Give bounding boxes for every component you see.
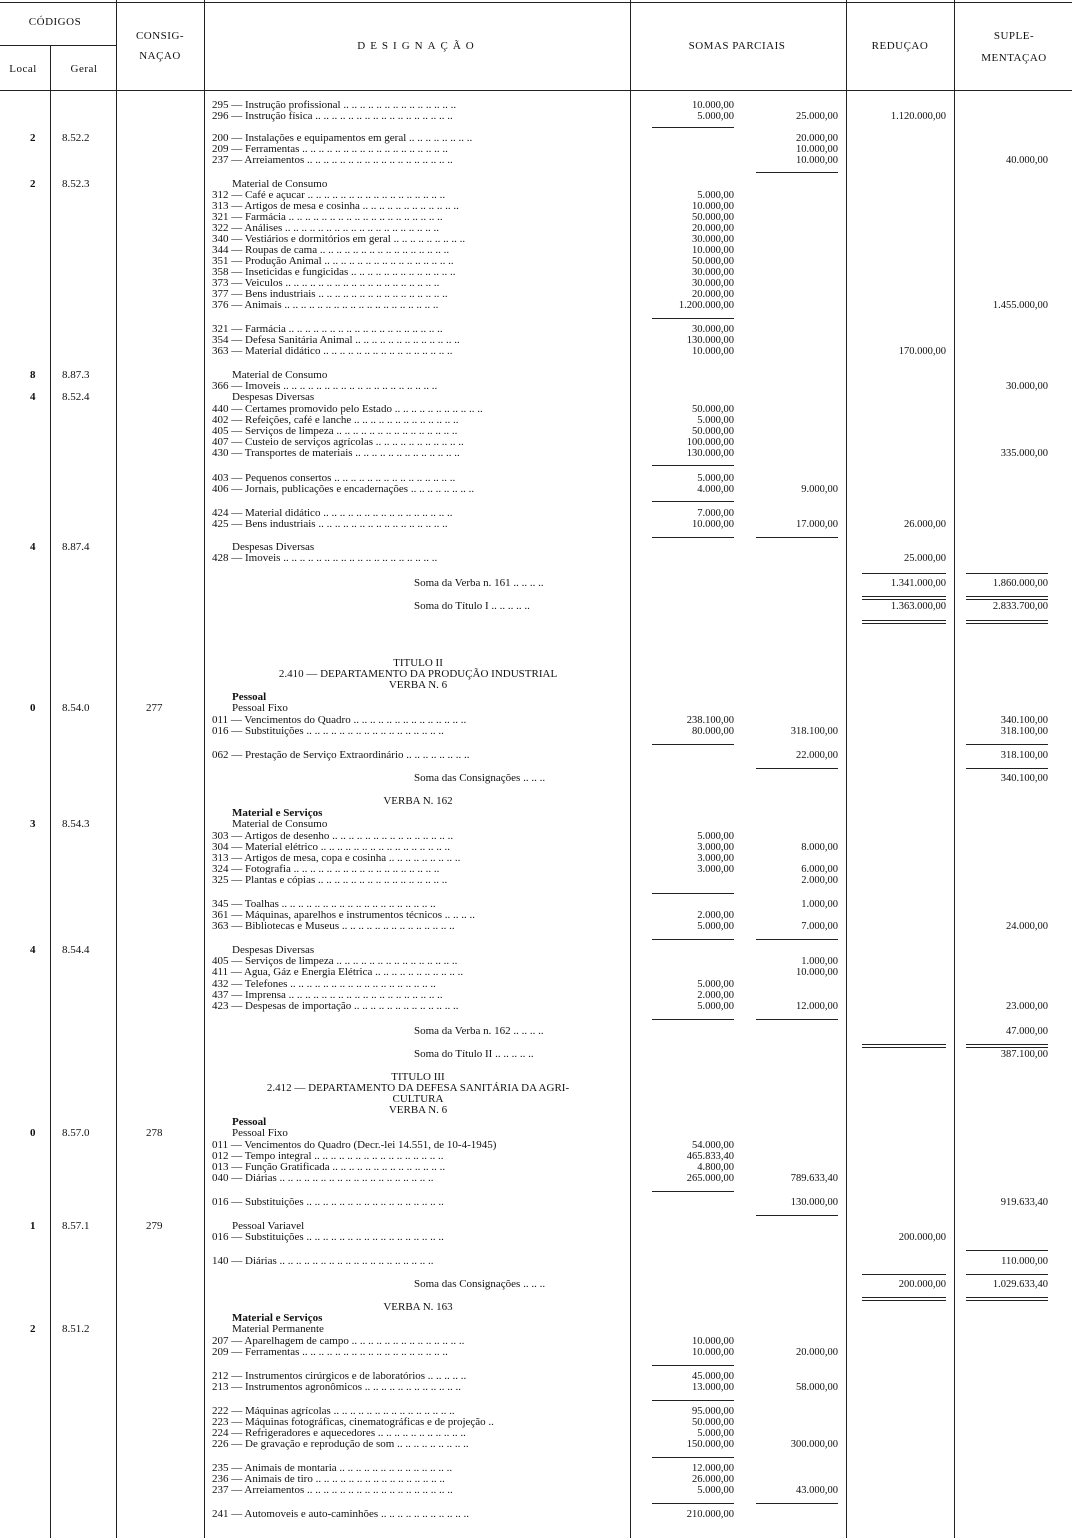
soma-parcial-1: 1.200.000,00: [678, 300, 734, 311]
designacao-text: 062 — Prestação de Serviço Extraordinário .. .. .. .. .. .. .. ..: [212, 749, 470, 761]
designacao-text: Pessoal Variavel: [232, 1220, 305, 1232]
soma-parcial-1: 5.000,00: [697, 979, 734, 990]
code-geral: 8.54.4: [62, 944, 90, 956]
designacao-text: 322 — Análises .. .. .. .. .. .. .. .. .. .. .. .. .. .. .. .. .. .. ..: [212, 222, 440, 234]
soma-parcial-1: 13.000,00: [692, 1382, 734, 1393]
suplementacao-value: 318.100,00: [1000, 726, 1048, 737]
soma-parcial-2: 20.000,00: [796, 133, 838, 144]
designacao-text: Soma do Título II .. .. .. .. ..: [414, 1048, 534, 1060]
reducao-value: 170.000,00: [898, 346, 946, 357]
code-local: 4: [30, 944, 36, 956]
header-consignacao-2: NAÇAO: [139, 50, 181, 62]
code-geral: 8.52.2: [62, 132, 90, 144]
col-line-geral: [116, 0, 117, 1538]
reducao-value: 1.363.000,00: [890, 601, 946, 612]
suplementacao-value: 23.000,00: [1006, 1001, 1048, 1012]
soma-parcial-1: 10.000,00: [692, 100, 734, 111]
soma-parcial-1: 50.000,00: [692, 426, 734, 437]
soma-parcial-2: 12.000,00: [796, 1001, 838, 1012]
section-heading: TITULO II: [393, 657, 443, 669]
soma-parcial-1: 50.000,00: [692, 1417, 734, 1428]
designacao-text: 351 — Produção Animal .. .. .. .. .. .. .. .. .. .. .. .. .. .. .. ..: [212, 255, 454, 267]
header-designacao: DESIGNAÇÃO: [357, 40, 479, 52]
designacao-text: 361 — Máquinas, aparelhos e instrumentos técnicos .. .. .. ..: [212, 909, 476, 921]
suplementacao-value: 1.860.000,00: [992, 578, 1048, 589]
designacao-text: 303 — Artigos de desenho .. .. .. .. .. .. .. .. .. .. .. .. .. .. ..: [212, 830, 454, 842]
header-reducao: REDUÇAO: [871, 40, 929, 52]
designacao-text: Pessoal Fixo: [232, 1127, 288, 1139]
reducao-value: 1.120.000,00: [890, 111, 946, 122]
code-local: 1: [30, 1220, 36, 1232]
soma-parcial-2: 10.000,00: [796, 144, 838, 155]
soma-parcial-1: 10.000,00: [692, 346, 734, 357]
designacao-text: 241 — Automoveis e auto-caminhões .. .. .. .. .. .. .. .. .. .. ..: [212, 1508, 469, 1520]
soma-parcial-2: 43.000,00: [796, 1485, 838, 1496]
designacao-text: 321 — Farmácia .. .. .. .. .. .. .. .. .. .. .. .. .. .. .. .. .. .. ..: [212, 323, 443, 335]
designacao-text: Soma das Consignações .. .. ..: [414, 1278, 546, 1290]
soma-parcial-1: 10.000,00: [692, 245, 734, 256]
soma-parcial-1: 50.000,00: [692, 212, 734, 223]
designacao-text: Material e Serviços: [232, 1312, 323, 1324]
designacao-text: 237 — Arreiamentos .. .. .. .. .. .. .. .. .. .. .. .. .. .. .. .. .. ..: [212, 154, 453, 166]
designacao-text: 440 — Certames promovido pelo Estado .. .. .. .. .. .. .. .. .. .. ..: [212, 403, 483, 415]
designacao-text: 295 — Instrução profissional .. .. .. .. .. .. .. .. .. .. .. .. .. ..: [212, 99, 457, 111]
designacao-text: 376 — Animais .. .. .. .. .. .. .. .. .. .. .. .. .. .. .. .. .. .. ..: [212, 299, 439, 311]
suplementacao-value: 47.000,00: [1006, 1026, 1048, 1037]
soma-parcial-2: 25.000,00: [796, 111, 838, 122]
suplementacao-value: 340.100,00: [1000, 715, 1048, 726]
soma-parcial-1: 26.000,00: [692, 1474, 734, 1485]
soma-parcial-1: 30.000,00: [692, 278, 734, 289]
soma-parcial-1: 5.000,00: [697, 1001, 734, 1012]
soma-parcial-1: 30.000,00: [692, 324, 734, 335]
soma-parcial-1: 7.000,00: [697, 508, 734, 519]
soma-parcial-1: 3.000,00: [697, 842, 734, 853]
soma-parcial-1: 12.000,00: [692, 1463, 734, 1474]
designacao-text: Soma da Verba n. 161 .. .. .. ..: [414, 577, 544, 589]
soma-parcial-1: 130.000,00: [686, 335, 734, 346]
code-geral: 8.51.2: [62, 1323, 90, 1335]
code-geral: 8.57.0: [62, 1127, 90, 1139]
designacao-text: Despesas Diversas: [232, 391, 315, 403]
designacao-text: 345 — Toalhas .. .. .. .. .. .. .. .. .. .. .. .. .. .. .. .. .. .. ..: [212, 898, 436, 910]
header-geral: Geral: [70, 63, 98, 75]
code-local: 0: [30, 702, 36, 714]
suplementacao-value: 30.000,00: [1006, 381, 1048, 392]
designacao-text: 430 — Transportes de materiais .. .. .. .. .. .. .. .. .. .. .. .. ..: [212, 447, 460, 459]
soma-parcial-2: 58.000,00: [796, 1382, 838, 1393]
code-local: 2: [30, 132, 36, 144]
designacao-text: 344 — Roupas de cama .. .. .. .. .. .. .. .. .. .. .. .. .. .. .. ..: [212, 244, 450, 256]
code-geral: 8.54.3: [62, 818, 90, 830]
reducao-value: 1.341.000,00: [890, 578, 946, 589]
designacao-text: 209 — Ferramentas .. .. .. .. .. .. .. .. .. .. .. .. .. .. .. .. .. ..: [212, 1346, 448, 1358]
suplementacao-value: 387.100,00: [1000, 1049, 1048, 1060]
code-local: 3: [30, 818, 36, 830]
designacao-text: 296 — Instrução física .. .. .. .. .. .. .. .. .. .. .. .. .. .. .. .. ..: [212, 110, 453, 122]
header-consignacao-1: CONSIG-: [135, 30, 185, 42]
suplementacao-value: 2.833.700,00: [992, 601, 1048, 612]
soma-parcial-1: 5.000,00: [697, 111, 734, 122]
col-line-suple: [954, 0, 955, 1538]
designacao-text: Despesas Diversas: [232, 541, 315, 553]
soma-parcial-1: 2.000,00: [697, 990, 734, 1001]
soma-parcial-2: 17.000,00: [796, 519, 838, 530]
code-local: 0: [30, 1127, 36, 1139]
designacao-text: 207 — Aparelhagem de campo .. .. .. .. .. .. .. .. .. .. .. .. .. ..: [212, 1335, 465, 1347]
soma-parcial-2: 6.000,00: [801, 864, 838, 875]
code-geral: 8.57.1: [62, 1220, 90, 1232]
soma-parcial-1: 265.000,00: [686, 1173, 734, 1184]
soma-parcial-1: 10.000,00: [692, 1347, 734, 1358]
soma-parcial-1: 5.000,00: [697, 1485, 734, 1496]
soma-parcial-1: 95.000,00: [692, 1406, 734, 1417]
soma-parcial-2: 2.000,00: [801, 875, 838, 886]
soma-parcial-1: 5.000,00: [697, 1428, 734, 1439]
section-heading: VERBA N. 6: [388, 679, 448, 691]
section-heading: VERBA N. 6: [388, 1104, 448, 1116]
soma-parcial-1: 20.000,00: [692, 289, 734, 300]
suplementacao-value: 318.100,00: [1000, 750, 1048, 761]
soma-parcial-1: 5.000,00: [697, 190, 734, 201]
soma-parcial-1: 50.000,00: [692, 404, 734, 415]
designacao-text: 407 — Custeio de serviços agrícolas .. .. .. .. .. .. .. .. .. .. ..: [212, 436, 464, 448]
designacao-text: 209 — Ferramentas .. .. .. .. .. .. .. .. .. .. .. .. .. .. .. .. .. ..: [212, 143, 448, 155]
soma-parcial-1: 10.000,00: [692, 201, 734, 212]
designacao-text: 354 — Defesa Sanitária Animal .. .. .. .. .. .. .. .. .. .. .. .. ..: [212, 334, 460, 346]
designacao-text: 313 — Artigos de mesa e cosinha .. .. .. .. .. .. .. .. .. .. .. ..: [212, 200, 459, 212]
code-local: 2: [30, 178, 36, 190]
col-line-consig: [204, 0, 205, 1538]
section-heading: VERBA N. 163: [383, 1301, 453, 1313]
designacao-text: 222 — Máquinas agrícolas .. .. .. .. .. .. .. .. .. .. .. .. .. .. ..: [212, 1405, 455, 1417]
designacao-text: 213 — Instrumentos agronômicos .. .. .. .. .. .. .. .. .. .. .. ..: [212, 1381, 462, 1393]
soma-parcial-1: 5.000,00: [697, 415, 734, 426]
col-line-local: [50, 45, 51, 1538]
reducao-value: 200.000,00: [898, 1279, 946, 1290]
soma-parcial-2: 8.000,00: [801, 842, 838, 853]
code-geral: 8.52.3: [62, 178, 90, 190]
soma-parcial-1: 80.000,00: [692, 726, 734, 737]
section-heading: 2.410 — DEPARTAMENTO DA PRODUÇÃO INDUSTRIAL: [278, 668, 558, 680]
designacao-text: Pessoal: [232, 1116, 267, 1128]
designacao-text: 016 — Substituições .. .. .. .. .. .. .. .. .. .. .. .. .. .. .. .. ..: [212, 1231, 444, 1243]
reducao-value: 200.000,00: [898, 1232, 946, 1243]
soma-parcial-2: 1.000,00: [801, 956, 838, 967]
designacao-text: 226 — De gravação e reprodução de som .. .. .. .. .. .. .. .. ..: [212, 1438, 469, 1450]
soma-parcial-2: 130.000,00: [790, 1197, 838, 1208]
reducao-value: 26.000,00: [904, 519, 946, 530]
soma-parcial-2: 10.000,00: [796, 155, 838, 166]
soma-parcial-1: 45.000,00: [692, 1371, 734, 1382]
soma-parcial-2: 318.100,00: [790, 726, 838, 737]
reducao-value: 25.000,00: [904, 553, 946, 564]
designacao-text: 313 — Artigos de mesa, copa e cosinha .. .. .. .. .. .. .. .. ..: [212, 852, 461, 864]
code-local: 2: [30, 1323, 36, 1335]
designacao-text: 340 — Vestiários e dormitórios em geral .. .. .. .. .. .. .. .. ..: [212, 233, 466, 245]
designacao-text: 411 — Agua, Gáz e Energia Elétrica .. .. .. .. .. .. .. .. .. .. ..: [212, 966, 464, 978]
soma-parcial-2: 20.000,00: [796, 1347, 838, 1358]
designacao-text: Material de Consumo: [232, 178, 328, 190]
soma-parcial-1: 4.800,00: [697, 1162, 734, 1173]
designacao-text: 237 — Arreiamentos .. .. .. .. .. .. .. .. .. .. .. .. .. .. .. .. .. ..: [212, 1484, 453, 1496]
designacao-text: 363 — Bibliotecas e Museus .. .. .. .. .. .. .. .. .. .. .. .. .. ..: [212, 920, 455, 932]
designacao-text: 040 — Diárias .. .. .. .. .. .. .. .. .. .. .. .. .. .. .. .. .. .. ..: [212, 1172, 434, 1184]
designacao-text: 406 — Jornais, publicações e encadernações .. .. .. .. .. .. .. ..: [212, 483, 475, 495]
soma-parcial-2: 9.000,00: [801, 484, 838, 495]
suplementacao-value: 919.633,40: [1000, 1197, 1048, 1208]
suplementacao-value: 1.455.000,00: [992, 300, 1048, 311]
soma-parcial-1: 10.000,00: [692, 1336, 734, 1347]
code-geral: 8.52.4: [62, 391, 90, 403]
soma-parcial-2: 789.633,40: [790, 1173, 838, 1184]
section-heading: 2.412 — DEPARTAMENTO DA DEFESA SANITÁRIA DA AGRI-: [266, 1082, 570, 1094]
code-geral: 8.87.3: [62, 369, 90, 381]
designacao-text: 140 — Diárias .. .. .. .. .. .. .. .. .. .. .. .. .. .. .. .. .. .. ..: [212, 1255, 434, 1267]
designacao-text: 236 — Animais de tiro .. .. .. .. .. .. .. .. .. .. .. .. .. .. .. ..: [212, 1473, 445, 1485]
soma-parcial-2: 22.000,00: [796, 750, 838, 761]
designacao-text: 013 — Função Gratificada .. .. .. .. .. .. .. .. .. .. .. .. .. ..: [212, 1161, 446, 1173]
soma-parcial-1: 30.000,00: [692, 267, 734, 278]
designacao-text: 325 — Plantas e cópias .. .. .. .. .. .. .. .. .. .. .. .. .. .. .. ..: [212, 874, 448, 886]
soma-parcial-1: 465.833,40: [686, 1151, 734, 1162]
designacao-text: 304 — Material elétrico .. .. .. .. .. .. .. .. .. .. .. .. .. .. .. ..: [212, 841, 450, 853]
designacao-text: 358 — Inseticidas e fungicidas .. .. .. .. .. .. .. .. .. .. .. .. ..: [212, 266, 456, 278]
soma-parcial-1: 2.000,00: [697, 910, 734, 921]
soma-parcial-2: 1.000,00: [801, 899, 838, 910]
soma-parcial-1: 30.000,00: [692, 234, 734, 245]
header-suplementacao-2: MENTAÇAO: [981, 52, 1047, 64]
soma-parcial-1: 130.000,00: [686, 448, 734, 459]
designacao-text: Material Permanente: [232, 1323, 324, 1335]
header-codigos: CÓDIGOS: [28, 16, 82, 28]
suplementacao-value: 40.000,00: [1006, 155, 1048, 166]
designacao-text: 324 — Fotografia .. .. .. .. .. .. .. .. .. .. .. .. .. .. .. .. .. ..: [212, 863, 440, 875]
designacao-text: Despesas Diversas: [232, 944, 315, 956]
soma-parcial-2: 300.000,00: [790, 1439, 838, 1450]
designacao-text: 321 — Farmácia .. .. .. .. .. .. .. .. .. .. .. .. .. .. .. .. .. .. ..: [212, 211, 443, 223]
suplementacao-value: 335.000,00: [1000, 448, 1048, 459]
code-geral: 8.87.4: [62, 541, 90, 553]
section-heading: TITULO III: [391, 1071, 445, 1083]
col-line-reducao: [846, 0, 847, 1538]
designacao-text: Soma das Consignações .. .. ..: [414, 772, 546, 784]
designacao-text: Material e Serviços: [232, 807, 323, 819]
soma-parcial-1: 238.100,00: [686, 715, 734, 726]
header-local: Local: [9, 63, 37, 75]
soma-parcial-1: 54.000,00: [692, 1140, 734, 1151]
designacao-text: 402 — Refeições, café e lanche .. .. .. .. .. .. .. .. .. .. .. .. ..: [212, 414, 459, 426]
designacao-text: 363 — Material didático .. .. .. .. .. .. .. .. .. .. .. .. .. .. .. ..: [212, 345, 453, 357]
designacao-text: 366 — Imoveis .. .. .. .. .. .. .. .. .. .. .. .. .. .. .. .. .. .. ..: [212, 380, 438, 392]
soma-parcial-1: 50.000,00: [692, 256, 734, 267]
suplementacao-value: 340.100,00: [1000, 773, 1048, 784]
designacao-text: 377 — Bens industriais .. .. .. .. .. .. .. .. .. .. .. .. .. .. .. ..: [212, 288, 448, 300]
soma-parcial-1: 4.000,00: [697, 484, 734, 495]
soma-parcial-1: 5.000,00: [697, 921, 734, 932]
consignacao: 279: [146, 1220, 163, 1232]
designacao-text: 235 — Animais de montaria .. .. .. .. .. .. .. .. .. .. .. .. .. ..: [212, 1462, 453, 1474]
designacao-text: 403 — Pequenos consertos .. .. .. .. .. .. .. .. .. .. .. .. .. .. ..: [212, 472, 456, 484]
section-heading: CULTURA: [392, 1093, 444, 1105]
designacao-text: Soma do Título I .. .. .. .. ..: [414, 600, 530, 612]
consignacao: 278: [146, 1127, 163, 1139]
soma-parcial-1: 20.000,00: [692, 223, 734, 234]
col-line-desig: [630, 0, 631, 1538]
designacao-text: 200 — Instalações e equipamentos em geral .. .. .. .. .. .. .. ..: [212, 132, 473, 144]
designacao-text: 428 — Imoveis .. .. .. .. .. .. .. .. .. .. .. .. .. .. .. .. .. .. ..: [212, 552, 438, 564]
designacao-text: 437 — Imprensa .. .. .. .. .. .. .. .. .. .. .. .. .. .. .. .. .. .. ..: [212, 989, 443, 1001]
designacao-text: 423 — Despesas de importação .. .. .. .. .. .. .. .. .. .. .. .. ..: [212, 1000, 459, 1012]
soma-parcial-1: 210.000,00: [686, 1509, 734, 1520]
soma-parcial-1: 5.000,00: [697, 473, 734, 484]
designacao-text: 312 — Café e açucar .. .. .. .. .. .. .. .. .. .. .. .. .. .. .. .. ..: [212, 189, 446, 201]
designacao-text: 223 — Máquinas fotográficas, cinematográficas e de projeção ..: [212, 1416, 494, 1428]
section-heading: VERBA N. 162: [383, 795, 453, 807]
soma-parcial-1: 10.000,00: [692, 519, 734, 530]
soma-parcial-1: 3.000,00: [697, 864, 734, 875]
soma-parcial-1: 100.000,00: [686, 437, 734, 448]
header-suplementacao-1: SUPLE-: [993, 30, 1035, 42]
code-geral: 8.54.0: [62, 702, 90, 714]
soma-parcial-1: 5.000,00: [697, 831, 734, 842]
designacao-text: 432 — Telefones .. .. .. .. .. .. .. .. .. .. .. .. .. .. .. .. .. ..: [212, 978, 436, 990]
code-local: 4: [30, 541, 36, 553]
designacao-text: 373 — Veiculos .. .. .. .. .. .. .. .. .. .. .. .. .. .. .. .. .. .. ..: [212, 277, 440, 289]
designacao-text: 425 — Bens industriais .. .. .. .. .. .. .. .. .. .. .. .. .. .. .. ..: [212, 518, 448, 530]
suplementacao-value: 1.029.633,40: [992, 1279, 1048, 1290]
soma-parcial-1: 3.000,00: [697, 853, 734, 864]
designacao-text: Pessoal Fixo: [232, 702, 288, 714]
designacao-text: 011 — Vencimentos do Quadro .. .. .. .. .. .. .. .. .. .. .. .. .. ..: [212, 714, 467, 726]
soma-parcial-1: 150.000,00: [686, 1439, 734, 1450]
code-local: 8: [30, 369, 36, 381]
designacao-text: 405 — Serviços de limpeza .. .. .. .. .. .. .. .. .. .. .. .. .. .. ..: [212, 425, 458, 437]
suplementacao-value: 24.000,00: [1006, 921, 1048, 932]
designacao-text: 016 — Substituições .. .. .. .. .. .. .. .. .. .. .. .. .. .. .. .. ..: [212, 1196, 444, 1208]
designacao-text: 012 — Tempo integral .. .. .. .. .. .. .. .. .. .. .. .. .. .. .. ..: [212, 1150, 444, 1162]
designacao-text: Material de Consumo: [232, 369, 328, 381]
code-local: 4: [30, 391, 36, 403]
designacao-text: 424 — Material didático .. .. .. .. .. .. .. .. .. .. .. .. .. .. .. ..: [212, 507, 453, 519]
designacao-text: 212 — Instrumentos cirúrgicos e de laboratórios .. .. .. .. ..: [212, 1370, 467, 1382]
designacao-text: Pessoal: [232, 691, 267, 703]
designacao-text: 011 — Vencimentos do Quadro (Decr.-lei 14.551, de 10-4-1945): [212, 1139, 497, 1151]
designacao-text: Material de Consumo: [232, 818, 328, 830]
soma-parcial-2: 7.000,00: [801, 921, 838, 932]
suplementacao-value: 110.000,00: [1001, 1256, 1048, 1267]
consignacao: 277: [146, 702, 163, 714]
designacao-text: 405 — Serviços de limpeza .. .. .. .. .. .. .. .. .. .. .. .. .. .. ..: [212, 955, 458, 967]
designacao-text: 224 — Refrigeradores e aquecedores .. .. .. .. .. .. .. .. .. .. ..: [212, 1427, 466, 1439]
soma-parcial-2: 10.000,00: [796, 967, 838, 978]
designacao-text: 016 — Substituições .. .. .. .. .. .. .. .. .. .. .. .. .. .. .. .. ..: [212, 725, 444, 737]
header-somas-parciais: SOMAS PARCIAIS: [688, 40, 786, 52]
designacao-text: Soma da Verba n. 162 .. .. .. ..: [414, 1025, 544, 1037]
